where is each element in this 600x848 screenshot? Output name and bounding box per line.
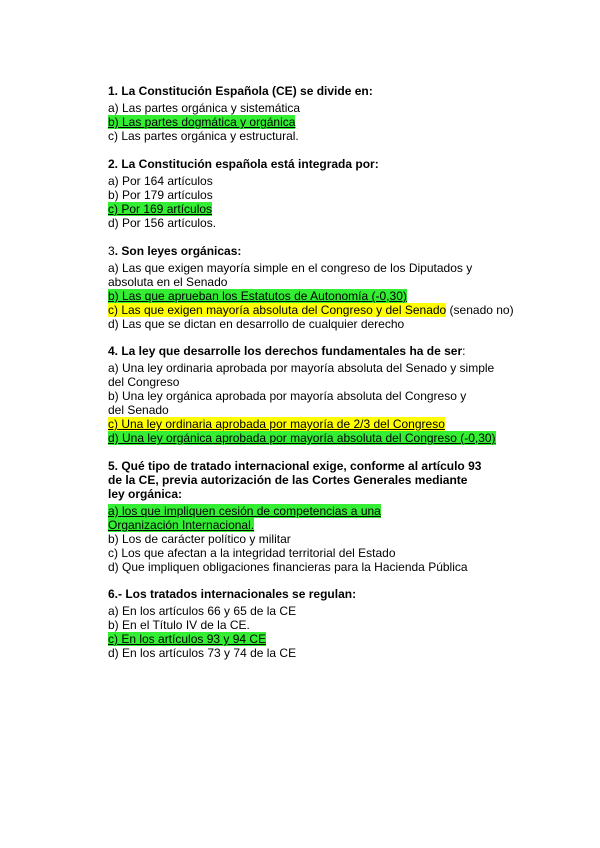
option-c-line (108, 303, 518, 317)
question-title: 2. La Constitución española está integrada por: (108, 157, 379, 171)
option-a: a) Una ley ordinaria aprobada por mayoría absoluta del Senado y simple (108, 361, 495, 375)
question-3 (108, 244, 518, 331)
option-b: b) En el Título IV de la CE. (108, 618, 250, 632)
question-title: 6.- Los tratados internacionales se regulan: (108, 587, 357, 601)
option-c: c) Los que afectan a la integridad territorial del Estado (108, 546, 396, 560)
question-title: 5. Qué tipo de tratado internacional exige, conforme al artículo 93 de la CE, previa autorización de las Cortes Generales mediante ley orgánica: (108, 459, 482, 501)
option-b: b) Por 179 artículos (108, 188, 213, 202)
option-b-continued: del Senado (108, 403, 169, 417)
option-b-correct: b) Las partes dogmática y orgánica (108, 115, 296, 129)
option-d-correct: d) Una ley orgánica aprobada por mayoría absoluta del Congreso (-0,30) (108, 431, 496, 445)
option-d: d) Las que se dictan en desarrollo de cualquier derecho (108, 317, 405, 331)
option-a-correct-continued: Organización Internacional. (108, 518, 255, 532)
option-d: d) En los artículos 73 y 74 de la CE (108, 646, 297, 660)
question-title: 1. La Constitución Española (CE) se divide en: (108, 84, 373, 98)
option-a-continued: absoluta en el Senado (108, 275, 228, 289)
option-b-correct: b) Las que aprueban los Estatutos de Autonomía (-0,30) (108, 289, 407, 303)
option-c-correct: c) En los artículos 93 y 94 CE (108, 632, 267, 646)
option-a: a) En los artículos 66 y 65 de la CE (108, 604, 297, 618)
option-a-continued: del Congreso (108, 375, 180, 389)
option-a: a) Las que exigen mayoría simple en el congreso de los Diputados y (108, 261, 473, 275)
question-6 (108, 587, 518, 660)
option-c-marked: c) Las que exigen mayoría absoluta del Congreso y del Senado (108, 303, 447, 317)
question-2 (108, 157, 518, 230)
question-title: 4. La ley que desarrolle los derechos fundamentales ha de ser: (108, 344, 466, 358)
option-a-correct: a) los que impliquen cesión de competencias a una (108, 504, 381, 518)
option-a: a) Las partes orgánica y sistemática (108, 101, 301, 115)
question-title: 3. Son leyes orgánicas: (108, 244, 242, 258)
option-c-marked: c) Una ley ordinaria aprobada por mayoría de 2/3 del Congreso (108, 417, 445, 431)
option-d: d) Que impliquen obligaciones financieras para la Hacienda Pública (108, 560, 468, 574)
option-c-note: (senado no) (446, 303, 514, 317)
question-4 (108, 344, 518, 445)
option-c-correct: c) Por 169 artículos (108, 202, 213, 216)
option-c: c) Las partes orgánica y estructural. (108, 129, 299, 143)
question-1 (108, 84, 518, 143)
option-d: d) Por 156 artículos. (108, 216, 217, 230)
option-b: b) Una ley orgánica aprobada por mayoría absoluta del Congreso y (108, 389, 467, 403)
question-5 (108, 459, 518, 574)
option-b: b) Los de carácter político y militar (108, 532, 291, 546)
option-a: a) Por 164 artículos (108, 174, 213, 188)
